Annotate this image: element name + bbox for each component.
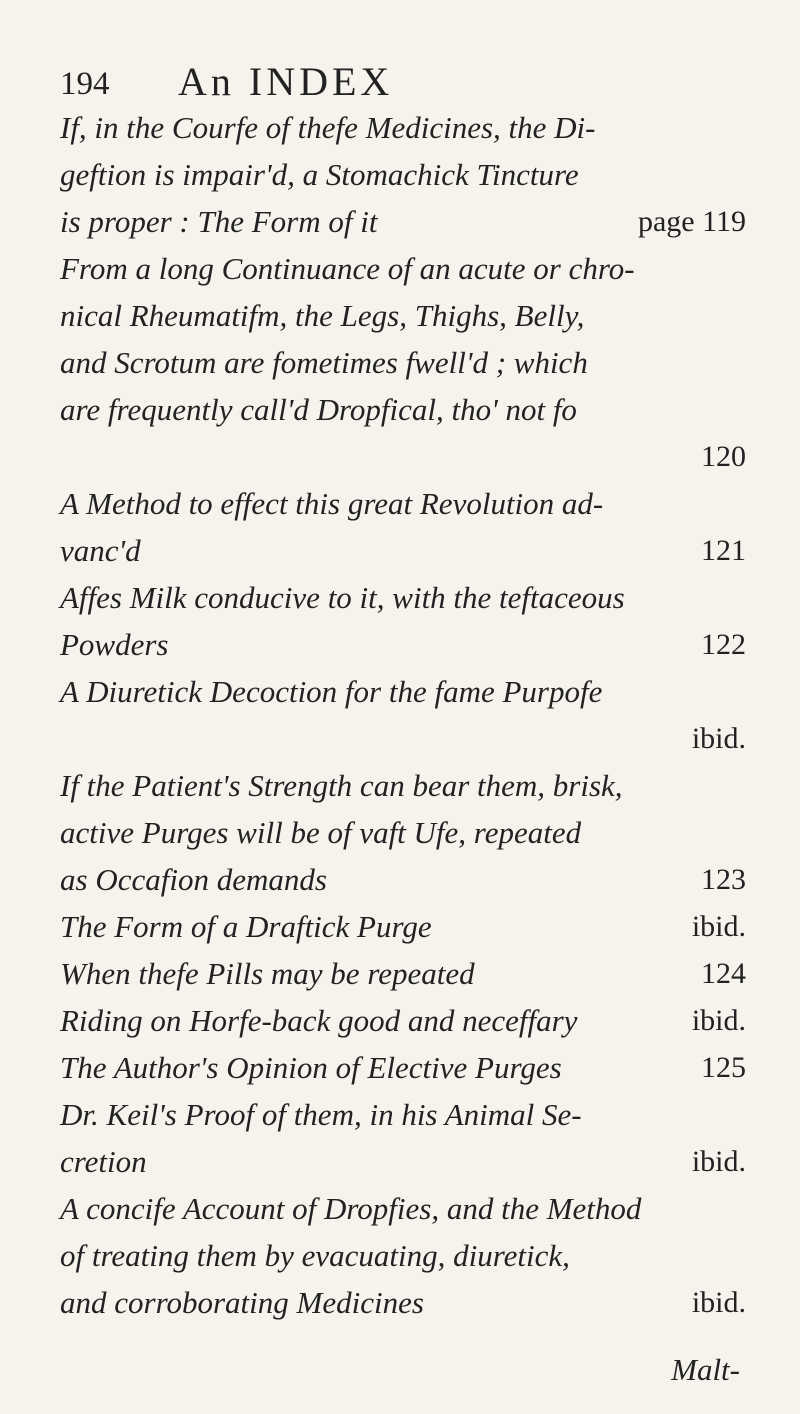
line-text: are frequently call'd Dropfical, tho' not fo: [60, 392, 577, 427]
index-line: [60, 433, 746, 480]
index-line: [60, 386, 746, 433]
index-line: [60, 621, 746, 668]
index-line: [60, 574, 746, 621]
line-text: cretion: [60, 1144, 147, 1179]
page-ref: ibid.: [691, 910, 746, 943]
index-line: [60, 339, 746, 386]
page-header: [60, 59, 740, 104]
line-text: and Scrotum are fometimes fwell'd ; which: [60, 345, 588, 380]
page-number: 194: [60, 66, 110, 102]
index-line: [60, 762, 746, 809]
page-ref: 121: [701, 534, 746, 567]
line-text: If the Patient's Strength can bear them, brisk,: [60, 768, 623, 803]
index-line: [60, 668, 746, 715]
index-entries: [60, 104, 746, 1326]
index-line: [60, 151, 746, 198]
index-line: [60, 715, 746, 762]
index-line: [60, 1185, 746, 1232]
line-text: and corroborating Medicines: [60, 1285, 424, 1320]
line-text: Riding on Horfe-back good and neceffary: [60, 1003, 578, 1038]
line-text: The Form of a Draftick Purge: [60, 909, 432, 944]
line-text: nical Rheumatifm, the Legs, Thighs, Belly,: [60, 298, 585, 333]
index-line: [60, 480, 746, 527]
index-line: [60, 809, 746, 856]
page-ref: 125: [701, 1051, 746, 1084]
index-line: [60, 997, 746, 1044]
line-text: active Purges will be of vaft Ufe, repeated: [60, 815, 582, 850]
line-text: Affes Milk conducive to it, with the teftaceous: [60, 580, 625, 615]
line-text: geftion is impair'd, a Stomachick Tincture: [60, 157, 579, 192]
index-line: [60, 1232, 746, 1279]
line-text: vanc'd: [60, 533, 141, 568]
index-line: [60, 292, 746, 339]
page-ref: ibid.: [691, 1286, 746, 1319]
line-text: When thefe Pills may be repeated: [60, 956, 475, 991]
line-text: A concife Account of Dropfies, and the Method: [60, 1191, 642, 1226]
index-line: [60, 527, 746, 574]
index-line: [60, 1279, 746, 1326]
page-ref: 120: [701, 440, 746, 473]
page-ref: 123: [701, 863, 746, 896]
line-text: If, in the Courfe of thefe Medicines, the Di-: [60, 110, 596, 145]
running-head: An INDEX: [178, 59, 394, 104]
index-line: [60, 950, 746, 997]
page-ref: ibid.: [691, 1004, 746, 1037]
page-ref: 122: [701, 628, 746, 661]
page-ref: 124: [701, 957, 746, 990]
page-ref: ibid.: [691, 1145, 746, 1178]
index-line: [60, 856, 746, 903]
line-text: Dr. Keil's Proof of them, in his Animal Se-: [60, 1097, 582, 1132]
index-line: [60, 1044, 746, 1091]
catchword: Malt-: [671, 1352, 740, 1387]
index-line: [60, 903, 746, 950]
index-line: [60, 245, 746, 292]
line-text: Powders: [60, 627, 169, 662]
line-text: A Diuretick Decoction for the fame Purpofe: [60, 674, 603, 709]
index-line: [60, 1091, 746, 1138]
index-line: [60, 104, 746, 151]
line-text: is proper : The Form of it: [60, 204, 378, 239]
line-text: From a long Continuance of an acute or chro-: [60, 251, 635, 286]
index-line: [60, 1138, 746, 1185]
page-ref: page 119: [637, 205, 746, 238]
line-text: The Author's Opinion of Elective Purges: [60, 1050, 562, 1085]
line-text: as Occafion demands: [60, 862, 327, 897]
index-line: [60, 198, 746, 245]
line-text: A Method to effect this great Revolution ad-: [60, 486, 604, 521]
page-ref: ibid.: [691, 722, 746, 755]
line-text: of treating them by evacuating, diuretick,: [60, 1238, 570, 1273]
